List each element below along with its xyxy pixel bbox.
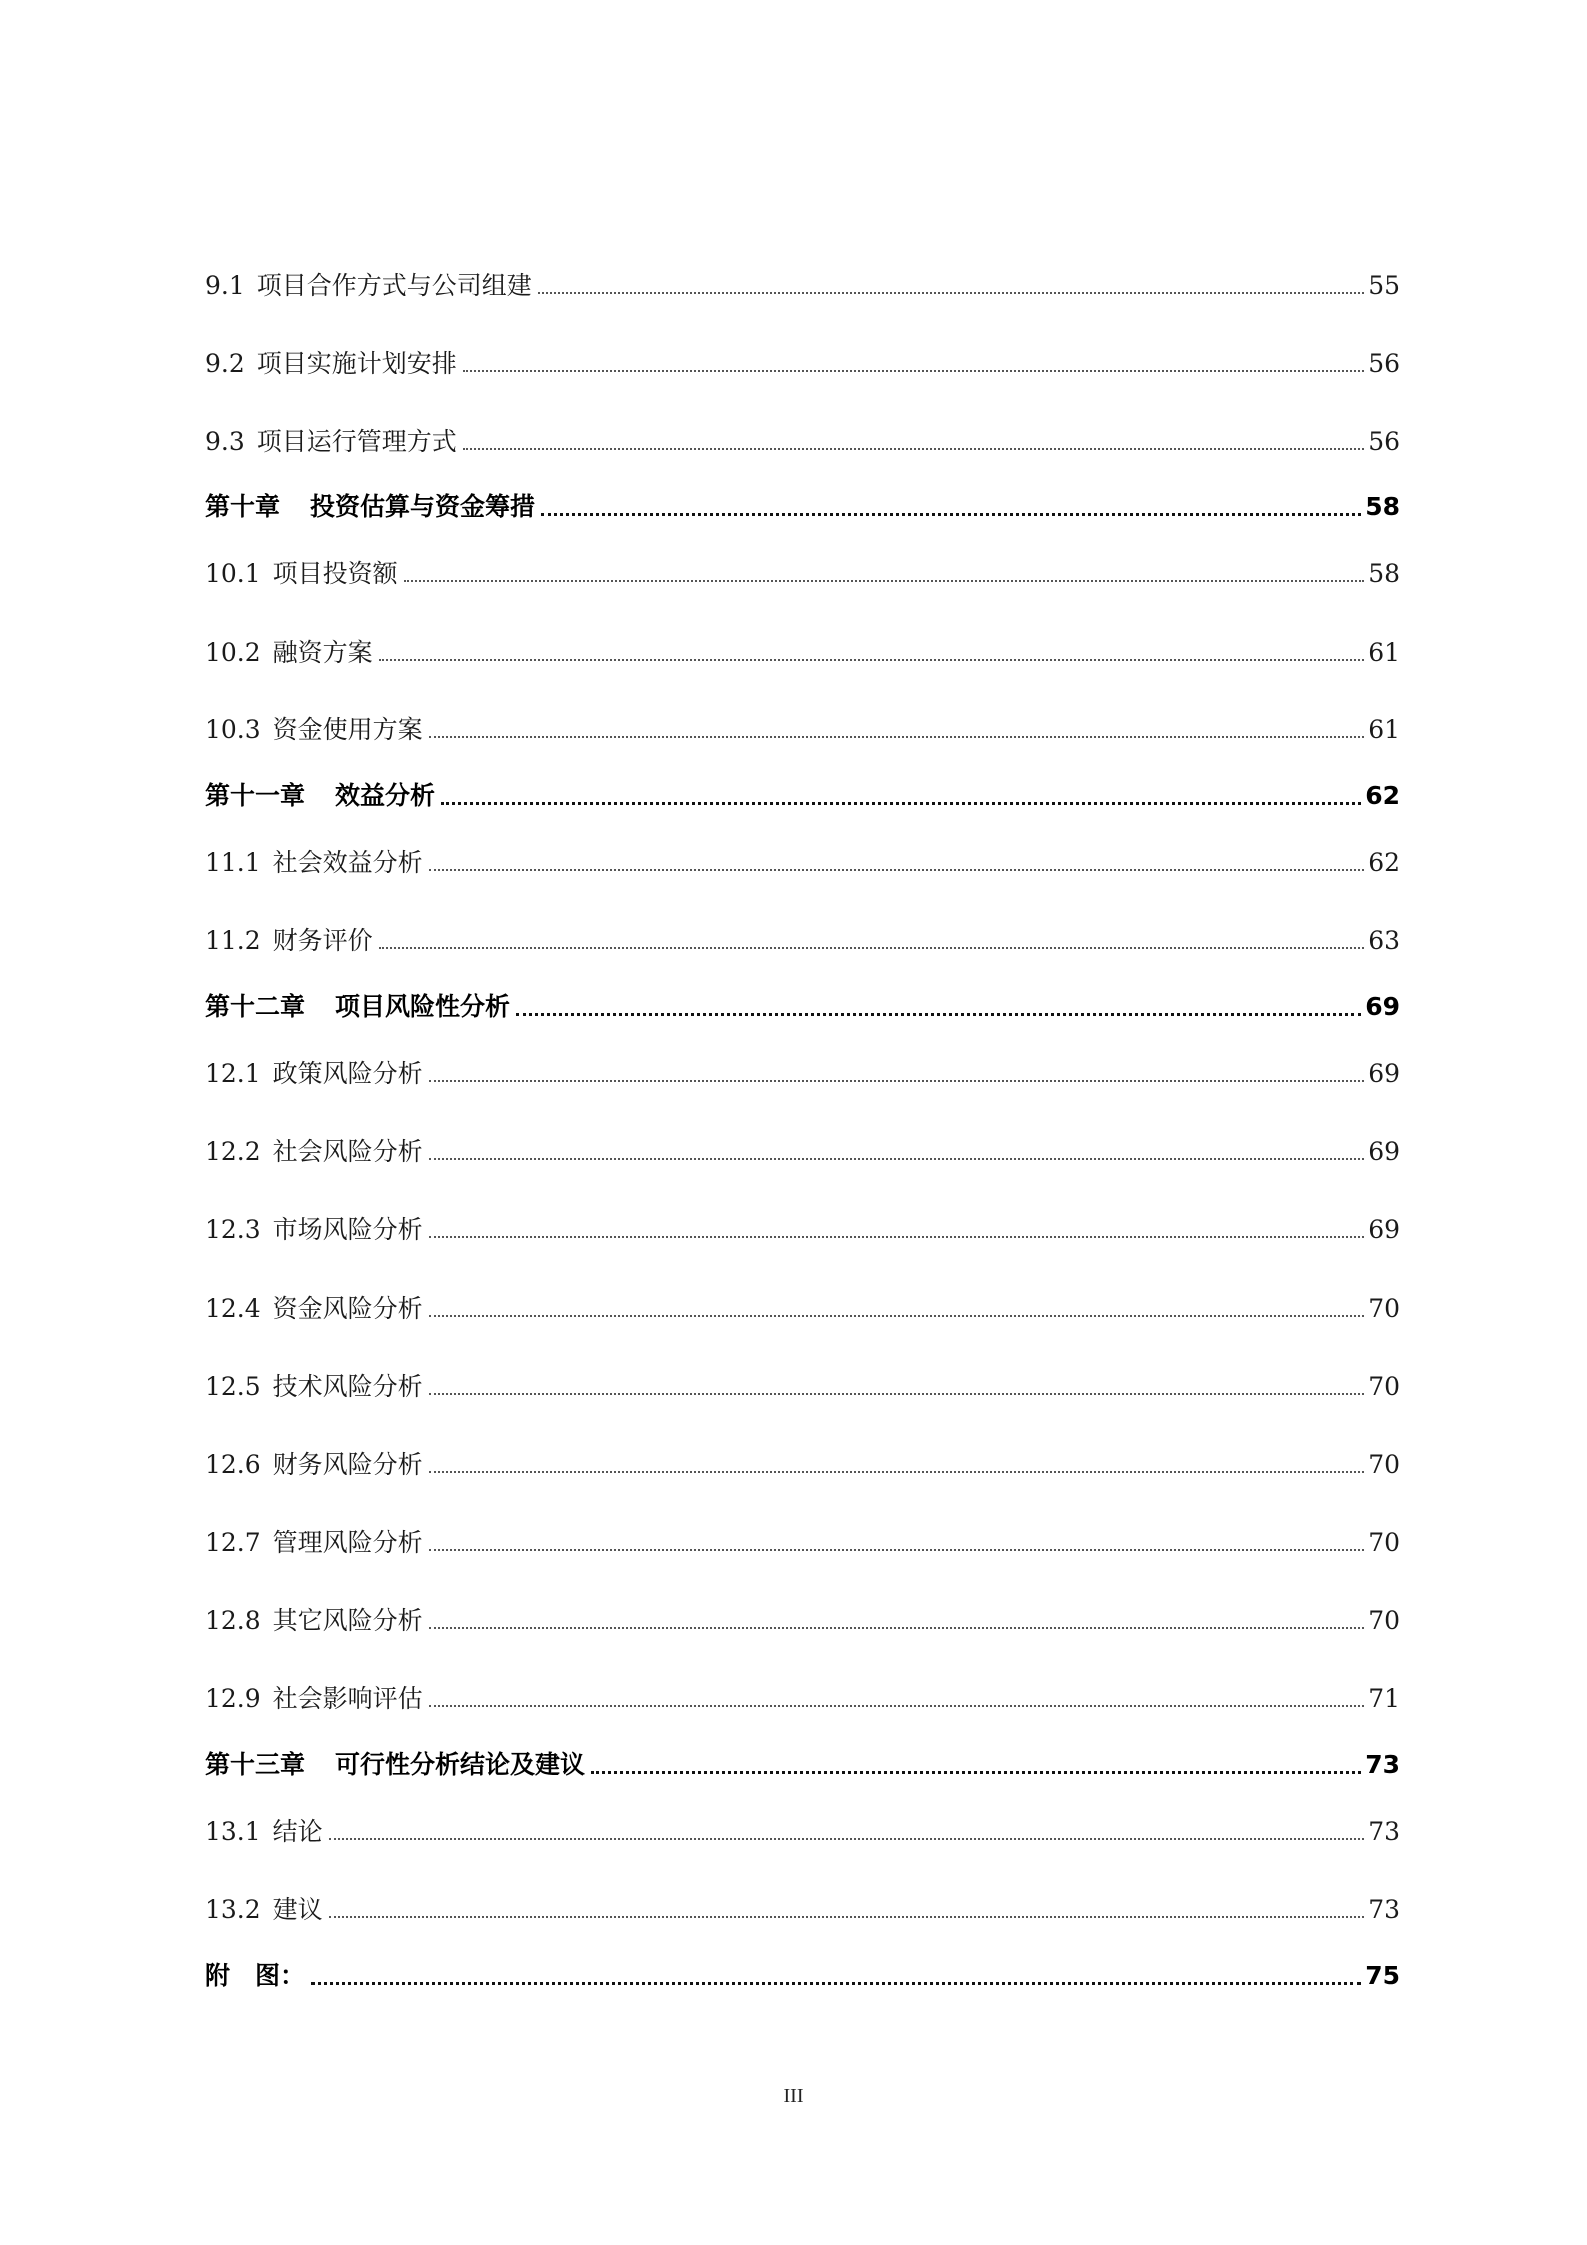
toc-dot-leader <box>404 580 1365 582</box>
toc-entry-number: 9.2 <box>205 349 245 378</box>
toc-entry-page: 62 <box>1368 848 1400 877</box>
toc-entry-number: 第十三章 <box>205 1750 306 1779</box>
toc-entry-page: 73 <box>1365 1750 1400 1779</box>
toc-section-entry[interactable] <box>205 630 1400 670</box>
toc-section-entry[interactable] <box>205 1442 1400 1482</box>
toc-entry-page: 70 <box>1368 1528 1400 1557</box>
toc-section-entry[interactable] <box>205 840 1400 880</box>
toc-entry-page: 69 <box>1368 1059 1400 1088</box>
toc-entry-title: 技术风险分析 <box>272 1372 423 1401</box>
toc-section-entry[interactable] <box>205 1598 1400 1638</box>
toc-dot-leader <box>379 947 1365 949</box>
toc-section-entry[interactable] <box>205 1887 1400 1927</box>
toc-entry-page: 62 <box>1365 781 1400 810</box>
toc-dot-leader <box>591 1771 1361 1774</box>
toc-dot-leader <box>429 736 1365 738</box>
toc-entry-number: 12.7 <box>205 1528 261 1557</box>
toc-entry-number: 11.2 <box>205 926 261 955</box>
toc-dot-leader <box>429 1471 1365 1473</box>
toc-dot-leader <box>429 1549 1365 1551</box>
toc-section-entry[interactable] <box>205 1364 1400 1404</box>
toc-entry-page: 58 <box>1368 559 1400 588</box>
toc-entry-page: 70 <box>1368 1294 1400 1323</box>
toc-entry-page: 69 <box>1368 1137 1400 1166</box>
toc-entry-number: 11.1 <box>205 848 261 877</box>
toc-section-entry[interactable] <box>205 1051 1400 1091</box>
toc-entry-number: 12.2 <box>205 1137 261 1166</box>
toc-section-entry[interactable] <box>205 1286 1400 1326</box>
toc-dot-leader <box>429 1315 1365 1317</box>
toc-entry-page: 69 <box>1368 1215 1400 1244</box>
toc-entry-title: 社会效益分析 <box>272 848 423 877</box>
toc-entry-title: 可行性分析结论及建议 <box>335 1750 586 1779</box>
toc-entry-title: 政策风险分析 <box>272 1059 423 1088</box>
toc-entry-number: 10.2 <box>205 638 261 667</box>
toc-dot-leader <box>463 370 1364 372</box>
toc-entry-number: 第十一章 <box>205 781 306 810</box>
toc-entry-number: 10.1 <box>205 559 261 588</box>
toc-entry-number: 12.3 <box>205 1215 261 1244</box>
toc-entry-title: 资金风险分析 <box>272 1294 423 1323</box>
toc-entry-title: 社会影响评估 <box>272 1684 423 1713</box>
toc-chapter-entry[interactable] <box>205 984 1400 1024</box>
toc-dot-leader <box>429 1705 1365 1707</box>
toc-entry-page: 70 <box>1368 1606 1400 1635</box>
toc-dot-leader <box>463 448 1364 450</box>
toc-entry-page: 58 <box>1365 492 1400 521</box>
toc-section-entry[interactable] <box>205 1207 1400 1247</box>
toc-entry-number: 12.5 <box>205 1372 261 1401</box>
toc-entry-page: 61 <box>1368 715 1400 744</box>
toc-chapter-entry[interactable] <box>205 1953 1400 1993</box>
toc-entry-title: 管理风险分析 <box>272 1528 423 1557</box>
toc-entry-title: 项目投资额 <box>272 559 398 588</box>
toc-section-entry[interactable] <box>205 341 1400 381</box>
toc-section-entry[interactable] <box>205 1520 1400 1560</box>
toc-entry-page: 70 <box>1368 1450 1400 1479</box>
toc-entry-title: 项目实施计划安排 <box>256 349 457 378</box>
toc-entry-title: 市场风险分析 <box>272 1215 423 1244</box>
toc-entry-number: 13.1 <box>205 1817 261 1846</box>
toc-dot-leader <box>429 1158 1365 1160</box>
toc-entry-page: 69 <box>1365 992 1400 1021</box>
toc-entry-number: 12.4 <box>205 1294 261 1323</box>
toc-entry-title: 融资方案 <box>272 638 373 667</box>
toc-dot-leader <box>329 1838 1365 1840</box>
toc-entry-title: 投资估算与资金筹措 <box>310 492 536 521</box>
toc-entry-title: 项目合作方式与公司组建 <box>256 271 532 300</box>
toc-entry-page: 70 <box>1368 1372 1400 1401</box>
toc-chapter-entry[interactable] <box>205 1742 1400 1782</box>
toc-entry-number: 13.2 <box>205 1895 261 1924</box>
toc-entry-number: 12.8 <box>205 1606 261 1635</box>
toc-entry-title: 其它风险分析 <box>272 1606 423 1635</box>
toc-dot-leader <box>441 802 1361 805</box>
toc-entry-page: 61 <box>1368 638 1400 667</box>
toc-section-entry[interactable] <box>205 1129 1400 1169</box>
toc-dot-leader <box>429 1236 1365 1238</box>
toc-dot-leader <box>538 292 1364 294</box>
toc-entry-page: 73 <box>1368 1817 1400 1846</box>
toc-entry-number: 第十章 <box>205 492 281 521</box>
toc-entry-number: 9.3 <box>205 427 245 456</box>
toc-entry-number: 附 图： <box>205 1961 306 1990</box>
page-number: III <box>783 2085 804 2107</box>
toc-section-entry[interactable] <box>205 551 1400 591</box>
toc-entry-page: 55 <box>1368 271 1400 300</box>
toc-entry-number: 9.1 <box>205 271 245 300</box>
toc-entry-title: 建议 <box>272 1895 323 1924</box>
toc-entry-page: 75 <box>1365 1961 1400 1990</box>
toc-chapter-entry[interactable] <box>205 484 1400 524</box>
toc-section-entry[interactable] <box>205 419 1400 459</box>
toc-dot-leader <box>541 513 1361 516</box>
toc-entry-page: 63 <box>1368 926 1400 955</box>
toc-chapter-entry[interactable] <box>205 773 1400 813</box>
toc-entry-number: 10.3 <box>205 715 261 744</box>
toc-dot-leader <box>379 659 1365 661</box>
toc-entry-page: 71 <box>1368 1684 1400 1713</box>
toc-entry-title: 财务风险分析 <box>272 1450 423 1479</box>
toc-entry-number: 12.6 <box>205 1450 261 1479</box>
toc-entry-title: 财务评价 <box>272 926 373 955</box>
toc-dot-leader <box>429 1080 1365 1082</box>
toc-section-entry[interactable] <box>205 1676 1400 1716</box>
toc-entry-number: 12.1 <box>205 1059 261 1088</box>
toc-entry-page: 73 <box>1368 1895 1400 1924</box>
toc-entry-title: 资金使用方案 <box>272 715 423 744</box>
toc-section-entry[interactable] <box>205 918 1400 958</box>
toc-dot-leader <box>429 1393 1365 1395</box>
toc-entry-page: 56 <box>1368 427 1400 456</box>
toc-entry-page: 56 <box>1368 349 1400 378</box>
toc-entry-title: 结论 <box>272 1817 323 1846</box>
toc-entry-title: 项目运行管理方式 <box>256 427 457 456</box>
toc-section-entry[interactable] <box>205 263 1400 303</box>
toc-section-entry[interactable] <box>205 1809 1400 1849</box>
toc-section-entry[interactable] <box>205 707 1400 747</box>
toc-dot-leader <box>429 1627 1365 1629</box>
toc-entry-title: 效益分析 <box>335 781 436 810</box>
toc-entry-title: 社会风险分析 <box>272 1137 423 1166</box>
toc-dot-leader <box>429 869 1365 871</box>
toc-dot-leader <box>311 1982 1361 1985</box>
toc-entry-number: 12.9 <box>205 1684 261 1713</box>
toc-dot-leader <box>329 1916 1365 1918</box>
toc-entry-title: 项目风险性分析 <box>335 992 511 1021</box>
toc-entry-number: 第十二章 <box>205 992 306 1021</box>
toc-dot-leader <box>516 1013 1361 1016</box>
